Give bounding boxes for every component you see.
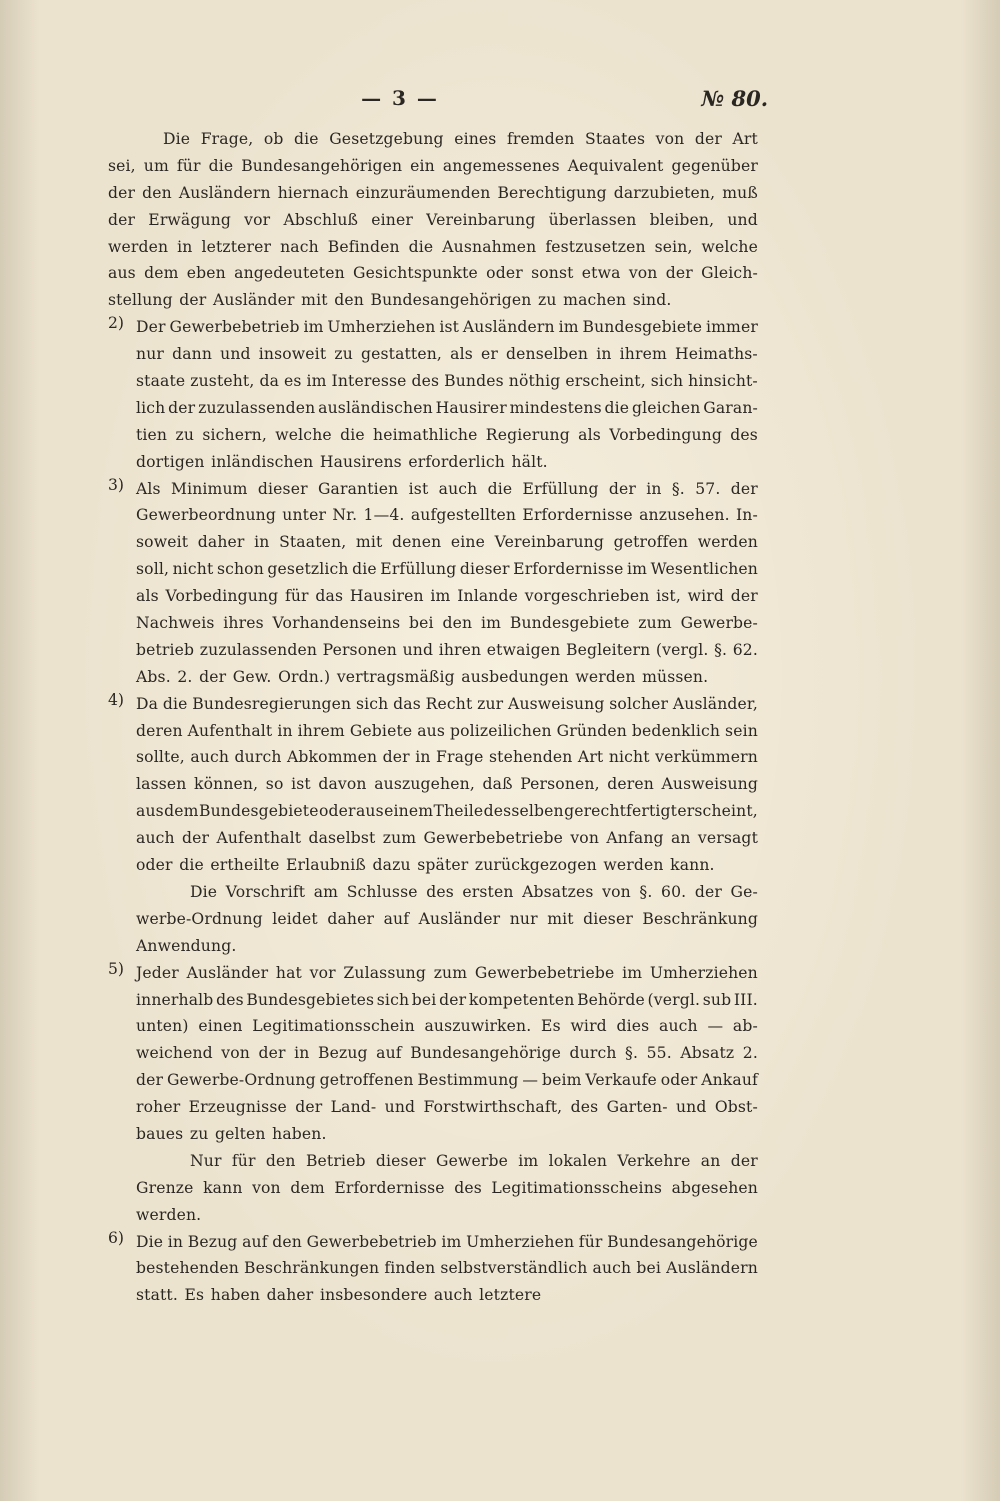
text-line: Die Vorschrift am Schlusse des ersten Absatzes von §. 60. der Ge- (190, 882, 758, 901)
text-line: Nur für den Betrieb dieser Gewerbe im lokalen Verkehre an der (190, 1151, 758, 1170)
paragraph (108, 126, 758, 314)
text-line: lich der zuzulassenden ausländischen Hausirer mindestens die gleichen Garan- (136, 398, 758, 417)
paragraph-number: 3) (108, 475, 125, 494)
paragraph (108, 1148, 758, 1229)
text-line: lassen können, so ist davon auszugehen, daß Personen, deren Ausweisung (136, 775, 758, 794)
text-line: stellung der Ausländer mit den Bundesangehörigen zu machen sind. (108, 291, 672, 310)
paragraph-number: 6) (108, 1228, 125, 1247)
text-line: oder die ertheilte Erlaubniß dazu später zurückgezogen werden kann. (136, 856, 715, 875)
text-line: nur dann und insoweit zu gestatten, als er denselben in ihrem Heimaths- (136, 345, 758, 364)
text-line: Abs. 2. der Gew. Ordn.) vertragsmäßig ausbedungen werden müssen. (136, 667, 709, 686)
text-line: Der Gewerbebetrieb im Umherziehen ist Ausländern im Bundesgebiete immer (136, 318, 758, 337)
text-line: unten) einen Legitimationsschein auszuwirken. Es wird dies auch — ab- (136, 1017, 758, 1036)
text-line: statt. Es haben daher insbesondere auch letztere (136, 1286, 542, 1305)
text-line: Grenze kann von dem Erfordernisse des Legitimationsscheins abgesehen (136, 1178, 758, 1197)
text-line: Da die Bundesregierungen sich das Recht zur Ausweisung solcher Ausländer, (136, 694, 758, 713)
text-line: weichend von der in Bezug auf Bundesangehörige durch §. 55. Absatz 2. (136, 1044, 758, 1063)
text-line: auch der Aufenthalt daselbst zum Gewerbebetriebe von Anfang an versagt (136, 829, 758, 848)
text-line: werden in letzterer nach Befinden die Ausnahmen festzusetzen sein, welche (108, 237, 758, 256)
paragraph (108, 960, 758, 1148)
paragraph (108, 476, 758, 691)
text-line: Die in Bezug auf den Gewerbebetrieb im Umherziehen für Bundesangehörige (136, 1232, 758, 1251)
document-body (108, 126, 758, 1309)
text-line: tien zu sichern, welche die heimathliche Regierung als Vorbedingung des (136, 425, 758, 444)
text-line: Anwendung. (136, 936, 237, 955)
paragraph-number: 5) (108, 959, 125, 978)
paragraph (108, 1229, 758, 1310)
text-line: Als Minimum dieser Garantien ist auch die Erfüllung der in §. 57. der (136, 479, 758, 498)
text-line: werden. (136, 1205, 202, 1224)
text-line: dortigen inländischen Hausirens erforderlich hält. (136, 452, 548, 471)
text-line: Gewerbeordnung unter Nr. 1—4. aufgestellten Erfordernisse anzusehen. In- (136, 506, 758, 525)
text-line: soweit daher in Staaten, mit denen eine Vereinbarung getroffen werden (136, 533, 758, 552)
issue-number: № 80. (701, 86, 768, 111)
paragraph-number: 4) (108, 690, 125, 709)
text-line: betrieb zuzulassenden Personen und ihren etwaigen Begleitern (vergl. §. 62. (136, 640, 758, 659)
text-line: aus dem eben angedeuteten Gesichtspunkte oder sonst etwa von der Gleich- (108, 264, 758, 283)
text-line: der Gewerbe-Ordnung getroffenen Bestimmung — beim Verkaufe oder Ankauf (136, 1071, 758, 1090)
text-line: roher Erzeugnisse der Land- und Forstwirthschaft, des Garten- und Obst- (136, 1098, 758, 1117)
text-line: deren Aufenthalt in ihrem Gebiete aus polizeilichen Gründen bedenklich sein (136, 721, 758, 740)
page-header (0, 86, 1000, 116)
text-line: soll, nicht schon gesetzlich die Erfüllung dieser Erfordernisse im Wesentlichen (136, 560, 758, 579)
text-line: sei, um für die Bundesangehörigen ein angemessenes Aequivalent gegenüber (108, 156, 758, 175)
text-line: innerhalb des Bundesgebietes sich bei der kompetenten Behörde (vergl. sub III. (136, 990, 758, 1009)
text-line: werbe-Ordnung leidet daher auf Ausländer nur mit dieser Beschränkung (136, 909, 758, 928)
text-line: Die Frage, ob die Gesetzgebung eines fremden Staates von der Art (163, 130, 758, 148)
text-line: der den Ausländern hiernach einzuräumenden Berechtigung darzubieten, muß (108, 183, 758, 202)
text-line: staate zusteht, da es im Interesse des Bundes nöthig erscheint, sich hinsicht- (136, 372, 758, 391)
text-line: Nachweis ihres Vorhandenseins bei den im Bundesgebiete zum Gewerbe- (136, 614, 758, 633)
text-line: aus dem Bundesgebiete oder aus einem Theile desselben gerechtfertigt erscheint, (136, 802, 758, 821)
text-line: sollte, auch durch Abkommen der in Frage stehenden Art nicht verkümmern (136, 748, 758, 767)
paragraph (108, 691, 758, 879)
paragraph (108, 314, 758, 475)
text-line: Jeder Ausländer hat vor Zulassung zum Gewerbebetriebe im Umherziehen (136, 963, 758, 982)
text-line: der Erwägung vor Abschluß einer Vereinbarung überlassen bleiben, und (108, 210, 758, 229)
paragraph-number: 2) (108, 314, 125, 333)
paragraph (108, 879, 758, 960)
text-line: bestehenden Beschränkungen finden selbstverständlich auch bei Ausländern (136, 1259, 758, 1278)
page-number: — 3 — (361, 86, 439, 110)
text-line: baues zu gelten haben. (136, 1124, 327, 1143)
text-line: als Vorbedingung für das Hausiren im Inlande vorgeschrieben ist, wird der (136, 587, 758, 606)
